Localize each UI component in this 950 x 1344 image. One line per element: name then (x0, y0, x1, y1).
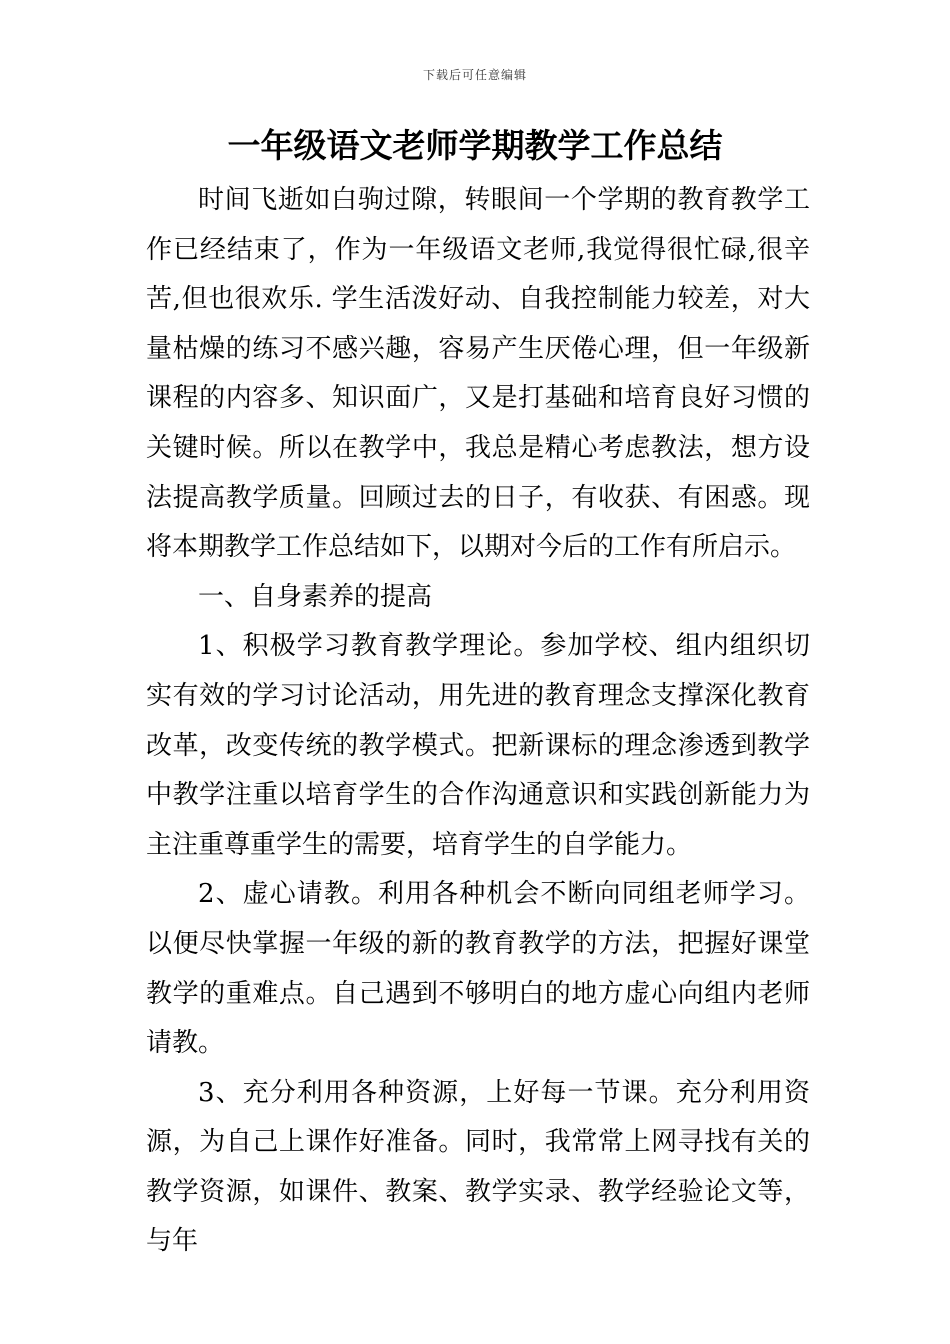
paragraph-intro: 时间飞逝如白驹过隙，转眼间一个学期的教育教学工作已经结束了，作为一年级语文老师,我觉得很忙碌,很辛苦,但也很欢乐. 学生活泼好动、自我控制能力较差，对大量枯燥的练习不感兴趣，容易产生厌倦心理，但一年级新课程的内容多、知识面广，又是打基础和培育良好习惯的关键时候。所以在教学中，我总是精心考虑教法，想方设法提高教学质量。回顾过去的日子，有收获、有困惑。现将本期教学工作总结如下，以期对今后的工作有所启示。 (146, 185, 810, 563)
header-note: 下载后可任意编辑 (422, 68, 527, 82)
paragraph-item-3: 3、充分利用各种资源，上好每一节课。充分利用资源，为自己上课作好准备。同时，我常常上网寻找有关的教学资源，如课件、教案、教学实录、教学经验论文等，与年 (146, 1077, 810, 1257)
section-heading: 一、自身素养的提高 (198, 581, 433, 612)
document-body (146, 176, 810, 1267)
document-title: 一年级语文老师学期教学工作总结 (227, 126, 723, 165)
paragraph-item-2: 2、虚心请教。利用各种机会不断向同组老师学习。以便尽快掌握一年级的新的教育教学的方法，把握好课堂教学的重难点。自己遇到不够明白的地方虚心向组内老师请教。 (146, 879, 810, 1059)
paragraph-item-1: 1、积极学习教育教学理论。参加学校、组内组织切实有效的学习讨论活动，用先进的教育理念支撑深化教育改革，改变传统的教学模式。把新课标的理念渗透到教学中教学注重以培育学生的合作沟通意识和实践创新能力为主注重尊重学生的需要，培育学生的自学能力。 (146, 631, 810, 860)
